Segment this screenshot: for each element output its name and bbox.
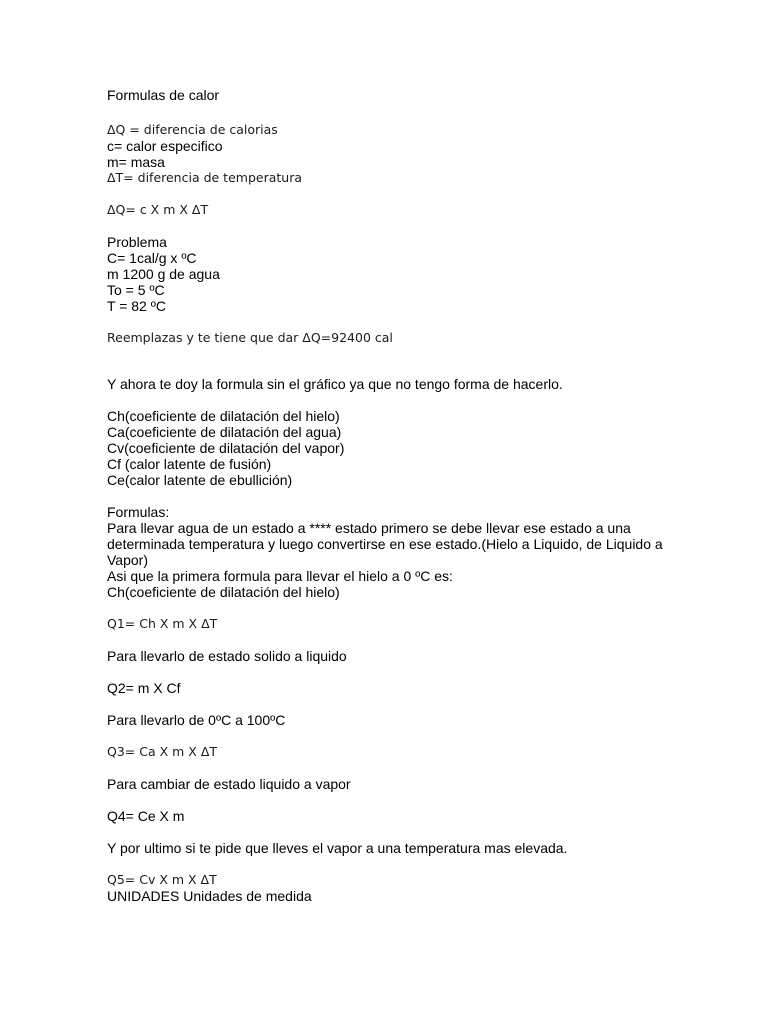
coefficient-line: Ce(calor latente de ebullición) (107, 472, 293, 488)
spacer (107, 600, 667, 616)
spacer (107, 760, 667, 776)
problem-line: Problema (107, 234, 167, 250)
spacer (107, 856, 667, 872)
result-line: Reemplazas y te tiene que dar ΔQ=92400 cal (107, 330, 393, 345)
main-formula: ΔQ= c X m X ΔT (107, 202, 209, 217)
spacer (107, 664, 667, 680)
formulas-paragraph-line: Ch(coeficiente de dilatación del hielo) (107, 584, 340, 600)
definition-line: ΔT= diferencia de temperatura (107, 170, 303, 185)
problem-line: T = 82 ºC (107, 298, 166, 314)
spacer (107, 632, 667, 648)
formula-q2: Q2= m X Cf (107, 680, 181, 696)
formula-q4: Q4= Ce X m (107, 808, 185, 824)
document-page (107, 87, 667, 904)
definition-line: c= calor especifico (107, 138, 223, 154)
formulas-paragraph-line: Para llevar agua de un estado a **** estado primero se debe llevar ese estado a una (107, 520, 631, 536)
spacer (107, 218, 667, 234)
formulas-paragraph-line: determinada temperatura y luego convertirse en ese estado.(Hielo a Liquido, de Liquido a (107, 536, 663, 552)
problem-line: C= 1cal/g x ºC (107, 250, 197, 266)
step-text: Para llevarlo de estado solido a liquido (107, 648, 347, 664)
spacer (107, 488, 667, 504)
problem-line: To = 5 ºC (107, 282, 165, 298)
step-text: Y por ultimo si te pide que lleves el vapor a una temperatura mas elevada. (107, 840, 568, 856)
problem-line: m 1200 g de agua (107, 266, 220, 282)
spacer (107, 792, 667, 808)
formula-q1: Q1= Ch X m X ΔT (107, 616, 218, 631)
units-line: UNIDADES Unidades de medida (107, 888, 312, 904)
spacer (107, 392, 667, 408)
spacer (107, 186, 667, 202)
coefficient-line: Ch(coeficiente de dilatación del hielo) (107, 408, 340, 424)
coefficient-line: Cv(coeficiente de dilatación del vapor) (107, 440, 345, 456)
formulas-heading: Formulas: (107, 504, 170, 520)
formulas-paragraph-line: Vapor) (107, 552, 148, 568)
formula-q3: Q3= Ca X m X ΔT (107, 744, 218, 759)
definition-line: m= masa (107, 154, 165, 170)
intro-line: Y ahora te doy la formula sin el gráfico ya que no tengo forma de hacerlo. (107, 376, 563, 392)
spacer (107, 728, 667, 744)
spacer (107, 314, 667, 330)
definition-line: ΔQ = diferencia de calorias (107, 122, 278, 137)
document-title: Formulas de calor (107, 87, 220, 103)
coefficient-line: Ca(coeficiente de dilatación del agua) (107, 424, 342, 440)
spacer (107, 346, 667, 376)
spacer (107, 824, 667, 840)
coefficient-line: Cf (calor latente de fusión) (107, 456, 272, 472)
step-text: Para llevarlo de 0ºC a 100ºC (107, 712, 286, 728)
step-text: Para cambiar de estado liquido a vapor (107, 776, 351, 792)
formula-q5: Q5= Cv X m X ΔT (107, 872, 217, 887)
formulas-paragraph-line: Asi que la primera formula para llevar el hielo a 0 ºC es: (107, 568, 453, 584)
spacer (107, 696, 667, 712)
spacer (107, 103, 667, 122)
